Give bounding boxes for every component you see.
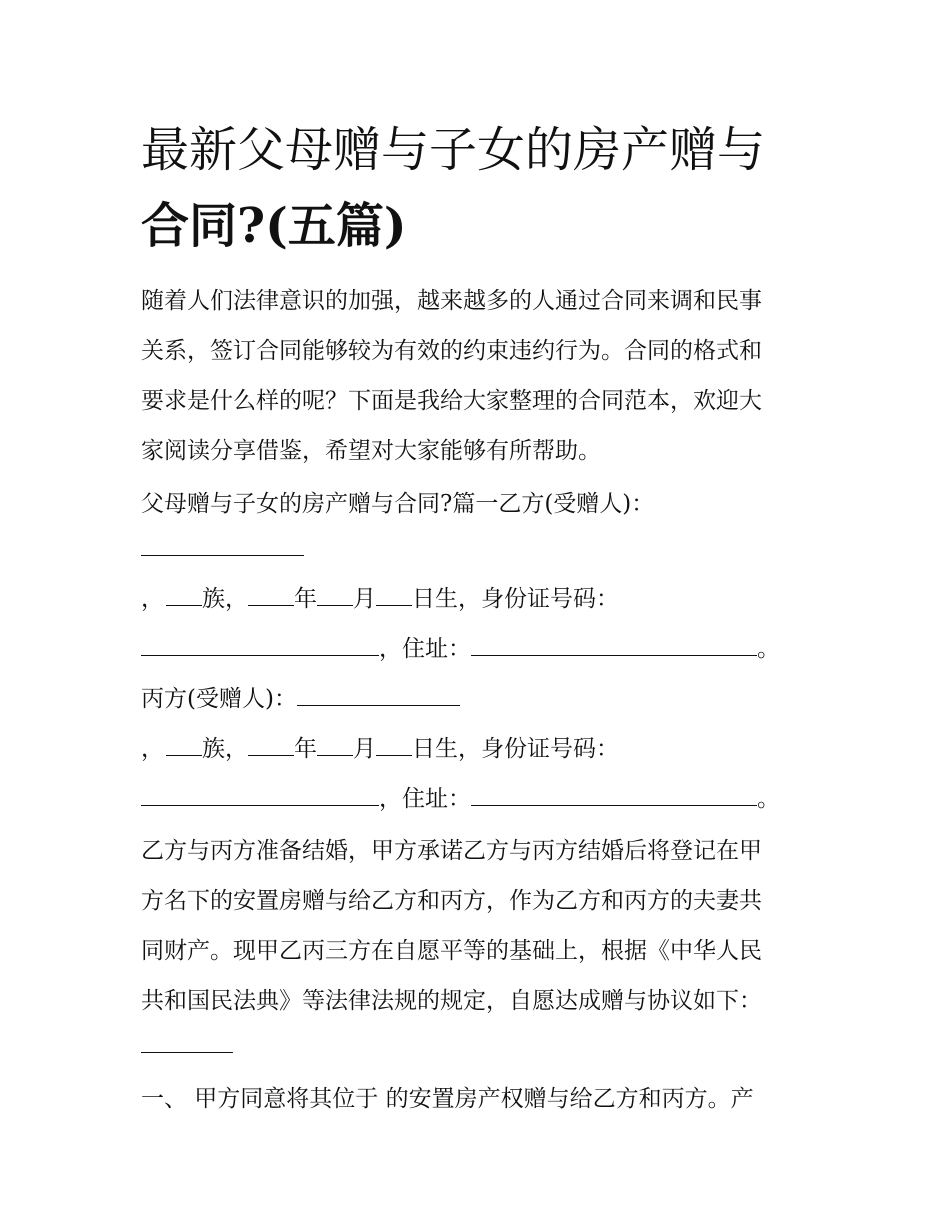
body-line-2: 方名下的安置房赠与给乙方和丙方，作为乙方和丙方的夫妻共 [141,888,762,914]
blank-line [141,1032,233,1053]
intro-line-2: 关系，签订合同能够较为有效的约束违约行为。合同的格式和 [141,338,762,364]
document-title [141,112,841,264]
party-b-heading: 父母赠与子女的房产赠与合同?篇一乙方(受赠人)： [141,491,655,517]
text-fragment: 年 [294,736,317,762]
text-fragment: 。 [757,636,780,662]
text-fragment: 族， [202,586,248,612]
text-fragment: ， [141,586,164,612]
blank-line [317,735,353,756]
party-c-birth-line [141,734,619,764]
intro-line-4: 家阅读分享借鉴，希望对大家能够有所帮助。 [141,438,601,464]
blank-line [141,785,379,806]
text-fragment: 日生，身份证号码： [412,586,619,612]
intro-line-3: 要求是什么样的呢？下面是我给大家整理的合同范本，欢迎大 [141,388,762,414]
party-b-name-blank [141,534,304,564]
clause-one: 一、 甲方同意将其位于 的安置房产权赠与给乙方和丙方。产 [141,1086,754,1112]
blank-line [376,585,412,606]
title-line-2: 合同?(五篇) [141,198,407,254]
text-fragment: 族， [202,736,248,762]
blank-line [297,685,460,706]
party-c-address-line [141,784,780,814]
blank-line [248,585,294,606]
text-fragment: 。 [757,786,780,812]
body-line-1: 乙方与丙方准备结婚，甲方承诺乙方与丙方结婚后将登记在甲 [141,838,762,864]
title-line-1: 最新父母赠与子女的房产赠与 [141,122,766,178]
party-b-address-line [141,634,780,664]
text-fragment: 月 [353,736,376,762]
blank-line [376,735,412,756]
intro-line-1: 随着人们法律意识的加强，越来越多的人通过合同来调和民事 [141,288,762,314]
text-fragment: 日生，身份证号码： [412,736,619,762]
text-fragment: 月 [353,586,376,612]
body-line-4: 共和国民法典》等法律法规的规定，自愿达成赠与协议如下： [141,988,762,1014]
blank-line [248,735,294,756]
party-c-heading-line [141,684,460,714]
text-fragment: 年 [294,586,317,612]
blank-line [166,585,202,606]
party-b-birth-line [141,584,619,614]
blank-line [317,585,353,606]
body-trailing-blank [141,1031,233,1061]
blank-line [471,635,757,656]
text-fragment: ，住址： [379,786,471,812]
blank-line [471,785,757,806]
text-fragment: ， [141,736,164,762]
body-line-3: 同财产。现甲乙丙三方在自愿平等的基础上，根据《中华人民 [141,938,762,964]
blank-line [141,635,379,656]
party-c-heading: 丙方(受赠人)： [141,686,297,712]
text-fragment: ，住址： [379,636,471,662]
blank-line [166,735,202,756]
blank-line [141,535,304,556]
